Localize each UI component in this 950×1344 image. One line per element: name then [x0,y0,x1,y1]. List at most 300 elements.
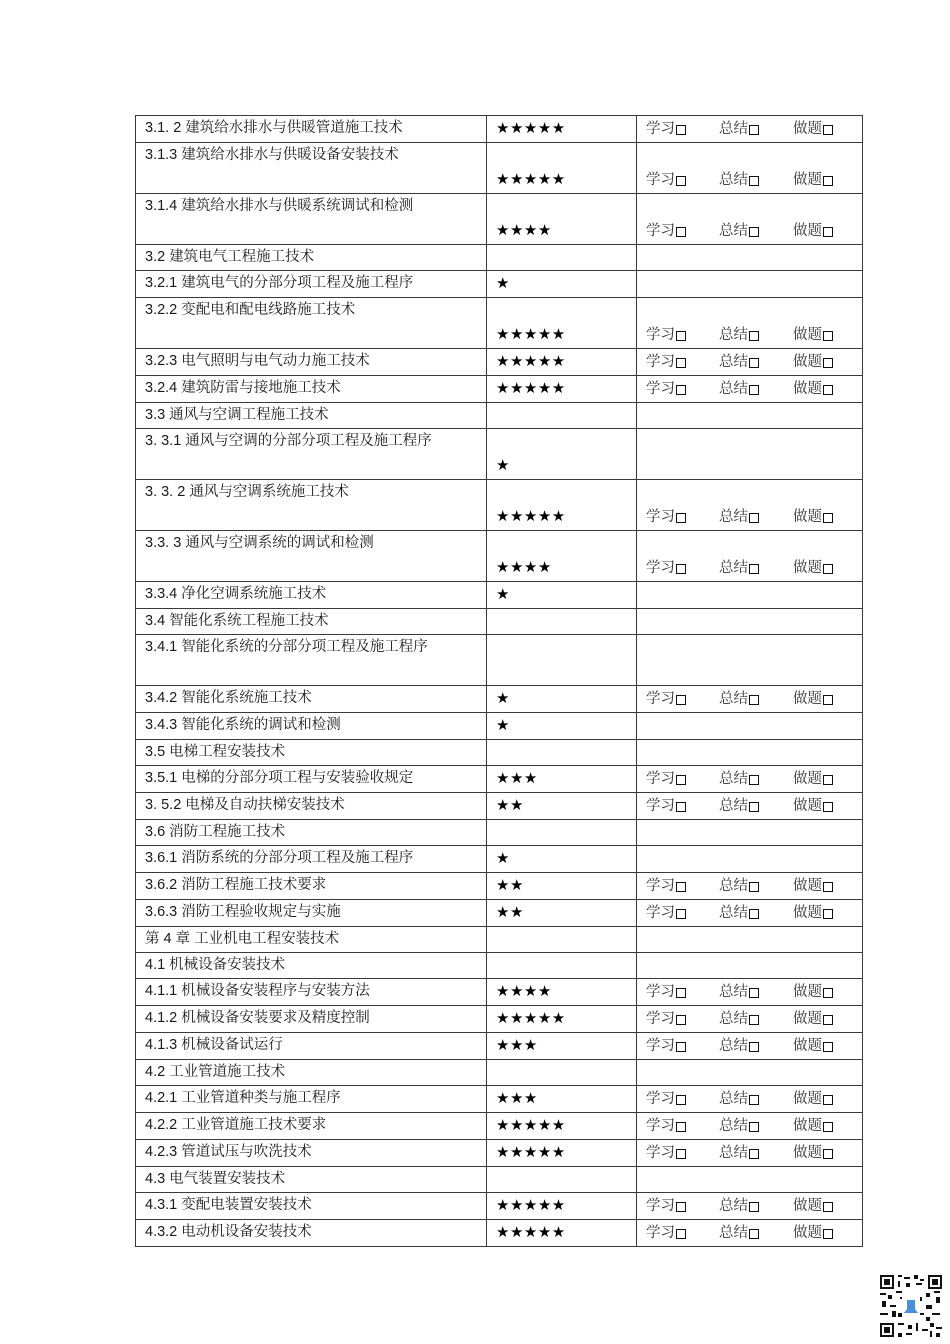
summary-label: 总结 [719,560,748,576]
table-row [136,979,863,1006]
checkbox-icon[interactable] [749,1042,759,1052]
practice-checkbox[interactable] [793,377,833,402]
practice-checkbox[interactable] [793,980,833,1005]
practice-label: 做题 [793,121,822,137]
star-rating-icon: ★★★★★ [496,170,566,188]
table-row [136,531,863,582]
checkbox-icon[interactable] [676,695,686,705]
checkbox-icon[interactable] [823,1015,833,1025]
checkbox-icon[interactable] [749,1122,759,1132]
progress-cell [637,245,863,271]
star-rating-icon: ★ [496,849,510,867]
checkbox-icon[interactable] [823,176,833,186]
checkbox-icon[interactable] [676,1202,686,1212]
progress-cell [637,873,863,900]
summary-label: 总结 [719,354,748,370]
star-rating-icon: ★★★★★ [496,352,566,370]
star-rating-icon: ★★★★ [496,982,552,1000]
importance-cell [487,403,637,429]
topic-title: 3.6 消防工程施工技术 [145,824,286,840]
checkbox-icon[interactable] [823,1095,833,1105]
table-row [136,766,863,793]
checkbox-icon[interactable] [749,775,759,785]
importance-cell [487,713,637,740]
table-row [136,1060,863,1086]
progress-checkboxes [637,219,862,244]
summary-label: 总结 [719,691,748,707]
star-rating-icon: ★★★ [496,769,538,787]
checkbox-icon[interactable] [676,331,686,341]
progress-cell [637,403,863,429]
topic-title: 4.2.2 工业管道施工技术要求 [145,1117,327,1133]
checkbox-icon[interactable] [749,882,759,892]
checkbox-icon[interactable] [823,358,833,368]
topic-title: 4.2.3 管道试压与吹洗技术 [145,1144,312,1160]
topic-cell [136,531,487,582]
checkbox-icon[interactable] [749,227,759,237]
progress-cell [637,1086,863,1113]
topic-title: 3.5 电梯工程安装技术 [145,744,286,760]
progress-checkboxes [637,1141,862,1166]
topic-cell [136,1060,487,1086]
topic-cell [136,1113,487,1140]
practice-checkbox[interactable] [793,1034,833,1059]
summary-label: 总结 [719,1225,748,1241]
progress-checkboxes [637,556,862,581]
importance-cell [487,927,637,953]
study-label: 学习 [646,121,675,137]
summary-checkbox[interactable] [719,219,793,244]
summary-checkbox[interactable] [719,323,793,348]
topic-cell [136,766,487,793]
summary-checkbox[interactable] [719,168,793,193]
summary-checkbox[interactable] [719,1034,793,1059]
table-row [136,793,863,820]
progress-cell [637,1006,863,1033]
practice-checkbox[interactable] [793,1141,833,1166]
importance-cell [487,480,637,531]
study-checkbox[interactable] [646,505,719,530]
progress-checkboxes [637,117,862,142]
star-rating-icon: ★★ [496,876,524,894]
importance-cell [487,1086,637,1113]
importance-cell [487,116,637,143]
summary-label: 总结 [719,1091,748,1107]
checkbox-icon[interactable] [676,125,686,135]
importance-cell [487,582,637,609]
topic-title: 3.4 智能化系统工程施工技术 [145,613,329,629]
study-checkbox[interactable] [646,1007,719,1032]
practice-checkbox[interactable] [793,219,833,244]
table-row [136,686,863,713]
checkbox-icon[interactable] [676,385,686,395]
topic-cell [136,820,487,846]
checkbox-icon[interactable] [676,1122,686,1132]
summary-checkbox[interactable] [719,1114,793,1139]
star-rating-icon: ★ [496,456,510,474]
topic-cell [136,245,487,271]
checkbox-icon[interactable] [676,988,686,998]
topic-title: 4.1.3 机械设备试运行 [145,1037,283,1053]
practice-label: 做题 [793,381,822,397]
topic-cell [136,582,487,609]
study-label: 学习 [646,223,675,239]
topic-title: 3.1.3 建筑给水排水与供暖设备安装技术 [145,147,399,163]
topic-cell [136,116,487,143]
progress-cell [637,1220,863,1247]
table-row [136,1140,863,1167]
study-label: 学习 [646,691,675,707]
importance-cell [487,793,637,820]
checkbox-icon[interactable] [823,775,833,785]
practice-label: 做题 [793,905,822,921]
importance-cell [487,953,637,979]
topic-title: 3.6.3 消防工程验收规定与实施 [145,904,341,920]
star-rating-icon: ★★★★★ [496,1116,566,1134]
star-rating-icon: ★ [496,274,510,292]
study-checkbox[interactable] [646,1194,719,1219]
summary-checkbox[interactable] [719,1194,793,1219]
table-row [136,376,863,403]
study-checkbox[interactable] [646,794,719,819]
study-checkbox[interactable] [646,168,719,193]
checkbox-icon[interactable] [823,909,833,919]
topic-title: 4.2.1 工业管道种类与施工程序 [145,1090,341,1106]
qr-code-icon [878,1273,944,1339]
star-rating-icon: ★★★★★ [496,1009,566,1027]
checkbox-icon[interactable] [823,1229,833,1239]
table-row [136,740,863,766]
topic-title: 4.3.1 变配电装置安装技术 [145,1197,312,1213]
summary-checkbox[interactable] [719,505,793,530]
summary-checkbox[interactable] [719,1141,793,1166]
progress-cell [637,1140,863,1167]
topic-cell [136,271,487,298]
topic-title: 3.3.4 净化空调系统施工技术 [145,586,327,602]
checkbox-icon[interactable] [823,331,833,341]
table-row [136,1006,863,1033]
topic-cell [136,979,487,1006]
practice-checkbox[interactable] [793,1221,833,1246]
checkbox-icon[interactable] [749,988,759,998]
topic-cell [136,1006,487,1033]
checkbox-icon[interactable] [749,1095,759,1105]
checkbox-icon[interactable] [676,176,686,186]
checkbox-icon[interactable] [676,513,686,523]
checkbox-icon[interactable] [676,1015,686,1025]
study-checkbox[interactable] [646,767,719,792]
progress-cell [637,349,863,376]
checkbox-icon[interactable] [749,176,759,186]
importance-cell [487,1167,637,1193]
progress-checkboxes [637,1007,862,1032]
checkbox-icon[interactable] [749,564,759,574]
progress-cell [637,900,863,927]
practice-checkbox[interactable] [793,1007,833,1032]
topic-title: 4.3.2 电动机设备安装技术 [145,1224,312,1240]
study-checkbox[interactable] [646,980,719,1005]
checkbox-icon[interactable] [749,1149,759,1159]
summary-checkbox[interactable] [719,794,793,819]
topic-title: 3.4.3 智能化系统的调试和检测 [145,717,341,733]
topic-cell [136,1167,487,1193]
practice-label: 做题 [793,560,822,576]
topic-cell [136,194,487,245]
summary-checkbox[interactable] [719,377,793,402]
checkbox-icon[interactable] [823,1122,833,1132]
summary-checkbox[interactable] [719,767,793,792]
summary-checkbox[interactable] [719,556,793,581]
star-rating-icon: ★★ [496,903,524,921]
progress-checkboxes [637,1221,862,1246]
checkbox-icon[interactable] [749,358,759,368]
table-row [136,609,863,635]
checkbox-icon[interactable] [676,1042,686,1052]
summary-label: 总结 [719,172,748,188]
topic-cell [136,873,487,900]
importance-cell [487,686,637,713]
summary-checkbox[interactable] [719,901,793,926]
checkbox-icon[interactable] [823,513,833,523]
table-row [136,143,863,194]
topic-cell [136,1140,487,1167]
table-row [136,194,863,245]
study-checkbox[interactable] [646,1034,719,1059]
progress-checkboxes [637,874,862,899]
checkbox-icon[interactable] [676,1095,686,1105]
study-checkbox[interactable] [646,350,719,375]
summary-checkbox[interactable] [719,1007,793,1032]
practice-checkbox[interactable] [793,901,833,926]
progress-cell [637,116,863,143]
topic-title: 3.4.2 智能化系统施工技术 [145,690,312,706]
topic-cell [136,713,487,740]
practice-checkbox[interactable] [793,767,833,792]
study-checkbox[interactable] [646,117,719,142]
study-label: 学习 [646,354,675,370]
importance-cell [487,194,637,245]
summary-checkbox[interactable] [719,980,793,1005]
summary-checkbox[interactable] [719,350,793,375]
checkbox-icon[interactable] [823,125,833,135]
importance-cell [487,820,637,846]
practice-label: 做题 [793,172,822,188]
study-checkbox[interactable] [646,556,719,581]
summary-label: 总结 [719,327,748,343]
practice-checkbox[interactable] [793,556,833,581]
topic-title: 3.2.2 变配电和配电线路施工技术 [145,302,356,318]
practice-checkbox[interactable] [793,1114,833,1139]
topic-cell [136,846,487,873]
practice-label: 做题 [793,984,822,1000]
importance-cell [487,1113,637,1140]
progress-cell [637,793,863,820]
table-row [136,820,863,846]
summary-label: 总结 [719,1038,748,1054]
progress-cell [637,194,863,245]
topic-title: 3.2 建筑电气工程施工技术 [145,249,315,265]
table-row [136,349,863,376]
summary-label: 总结 [719,509,748,525]
checkbox-icon[interactable] [749,1229,759,1239]
checkbox-icon[interactable] [749,802,759,812]
outline-table-body [136,116,863,1247]
progress-cell [637,1167,863,1193]
summary-label: 总结 [719,984,748,1000]
study-checkbox[interactable] [646,1141,719,1166]
practice-label: 做题 [793,798,822,814]
checkbox-icon[interactable] [823,1149,833,1159]
study-label: 学习 [646,1011,675,1027]
table-row [136,1220,863,1247]
checkbox-icon[interactable] [676,1149,686,1159]
practice-label: 做题 [793,1118,822,1134]
practice-checkbox[interactable] [793,1194,833,1219]
study-checkbox[interactable] [646,901,719,926]
table-row [136,480,863,531]
summary-checkbox[interactable] [719,117,793,142]
progress-cell [637,1060,863,1086]
checkbox-icon[interactable] [749,909,759,919]
study-checkbox[interactable] [646,1221,719,1246]
importance-cell [487,531,637,582]
checkbox-icon[interactable] [749,513,759,523]
summary-label: 总结 [719,878,748,894]
importance-cell [487,1140,637,1167]
practice-label: 做题 [793,1198,822,1214]
practice-checkbox[interactable] [793,350,833,375]
importance-cell [487,1193,637,1220]
progress-cell [637,143,863,194]
summary-label: 总结 [719,121,748,137]
importance-cell [487,609,637,635]
practice-checkbox[interactable] [793,117,833,142]
checkbox-icon[interactable] [749,385,759,395]
topic-title: 3. 3.1 通风与空调的分部分项工程及施工程序 [145,433,432,449]
progress-checkboxes [637,168,862,193]
topic-cell [136,793,487,820]
checkbox-icon[interactable] [676,882,686,892]
topic-cell [136,1086,487,1113]
practice-checkbox[interactable] [793,794,833,819]
checkbox-icon[interactable] [823,882,833,892]
study-checkbox[interactable] [646,219,719,244]
progress-checkboxes [637,505,862,530]
progress-cell [637,979,863,1006]
practice-checkbox[interactable] [793,687,833,712]
summary-label: 总结 [719,1145,748,1161]
topic-cell [136,900,487,927]
checkbox-icon[interactable] [823,988,833,998]
progress-cell [637,609,863,635]
checkbox-icon[interactable] [823,802,833,812]
study-label: 学习 [646,1118,675,1134]
study-label: 学习 [646,798,675,814]
topic-title: 3.6.2 消防工程施工技术要求 [145,877,327,893]
checkbox-icon[interactable] [749,331,759,341]
topic-title: 4.1.1 机械设备安装程序与安装方法 [145,983,370,999]
progress-cell [637,1193,863,1220]
importance-cell [487,429,637,480]
topic-cell [136,143,487,194]
progress-cell [637,1113,863,1140]
summary-checkbox[interactable] [719,874,793,899]
checkbox-icon[interactable] [749,1202,759,1212]
topic-title: 3. 5.2 电梯及自动扶梯安装技术 [145,797,345,813]
progress-checkboxes [637,323,862,348]
study-checkbox[interactable] [646,1114,719,1139]
summary-checkbox[interactable] [719,1087,793,1112]
topic-cell [136,403,487,429]
progress-checkboxes [637,767,862,792]
progress-cell [637,766,863,793]
progress-checkboxes [637,980,862,1005]
star-rating-icon: ★★★★★ [496,379,566,397]
study-label: 学习 [646,771,675,787]
table-row [136,900,863,927]
checkbox-icon[interactable] [676,358,686,368]
checkbox-icon[interactable] [676,909,686,919]
topic-title: 4.2 工业管道施工技术 [145,1064,286,1080]
checkbox-icon[interactable] [676,1229,686,1239]
checkbox-icon[interactable] [749,125,759,135]
study-label: 学习 [646,1225,675,1241]
checkbox-icon[interactable] [676,802,686,812]
progress-cell [637,686,863,713]
study-label: 学习 [646,905,675,921]
summary-checkbox[interactable] [719,687,793,712]
practice-checkbox[interactable] [793,1087,833,1112]
practice-checkbox[interactable] [793,323,833,348]
star-rating-icon: ★★★ [496,1089,538,1107]
checkbox-icon[interactable] [676,227,686,237]
study-checkbox[interactable] [646,687,719,712]
progress-cell [637,846,863,873]
checkbox-icon[interactable] [823,1042,833,1052]
study-checkbox[interactable] [646,874,719,899]
checkbox-icon[interactable] [823,227,833,237]
practice-checkbox[interactable] [793,168,833,193]
importance-cell [487,1220,637,1247]
summary-label: 总结 [719,223,748,239]
table-row [136,953,863,979]
checkbox-icon[interactable] [749,695,759,705]
checkbox-icon[interactable] [823,695,833,705]
checkbox-icon[interactable] [823,1202,833,1212]
table-row [136,927,863,953]
study-checkbox[interactable] [646,1087,719,1112]
practice-checkbox[interactable] [793,874,833,899]
practice-checkbox[interactable] [793,505,833,530]
checkbox-icon[interactable] [823,385,833,395]
checkbox-icon[interactable] [749,1015,759,1025]
checkbox-icon[interactable] [823,564,833,574]
topic-title: 3.5.1 电梯的分部分项工程与安装验收规定 [145,770,414,786]
checkbox-icon[interactable] [676,564,686,574]
practice-label: 做题 [793,1011,822,1027]
topic-title: 3.3 通风与空调工程施工技术 [145,407,329,423]
checkbox-icon[interactable] [676,775,686,785]
study-checkbox[interactable] [646,323,719,348]
summary-checkbox[interactable] [719,1221,793,1246]
topic-cell [136,927,487,953]
star-rating-icon: ★★★★★ [496,507,566,525]
topic-cell [136,349,487,376]
study-checkbox[interactable] [646,377,719,402]
topic-title: 3.6.1 消防系统的分部分项工程及施工程序 [145,850,414,866]
importance-cell [487,245,637,271]
study-outline-table [135,115,863,1247]
